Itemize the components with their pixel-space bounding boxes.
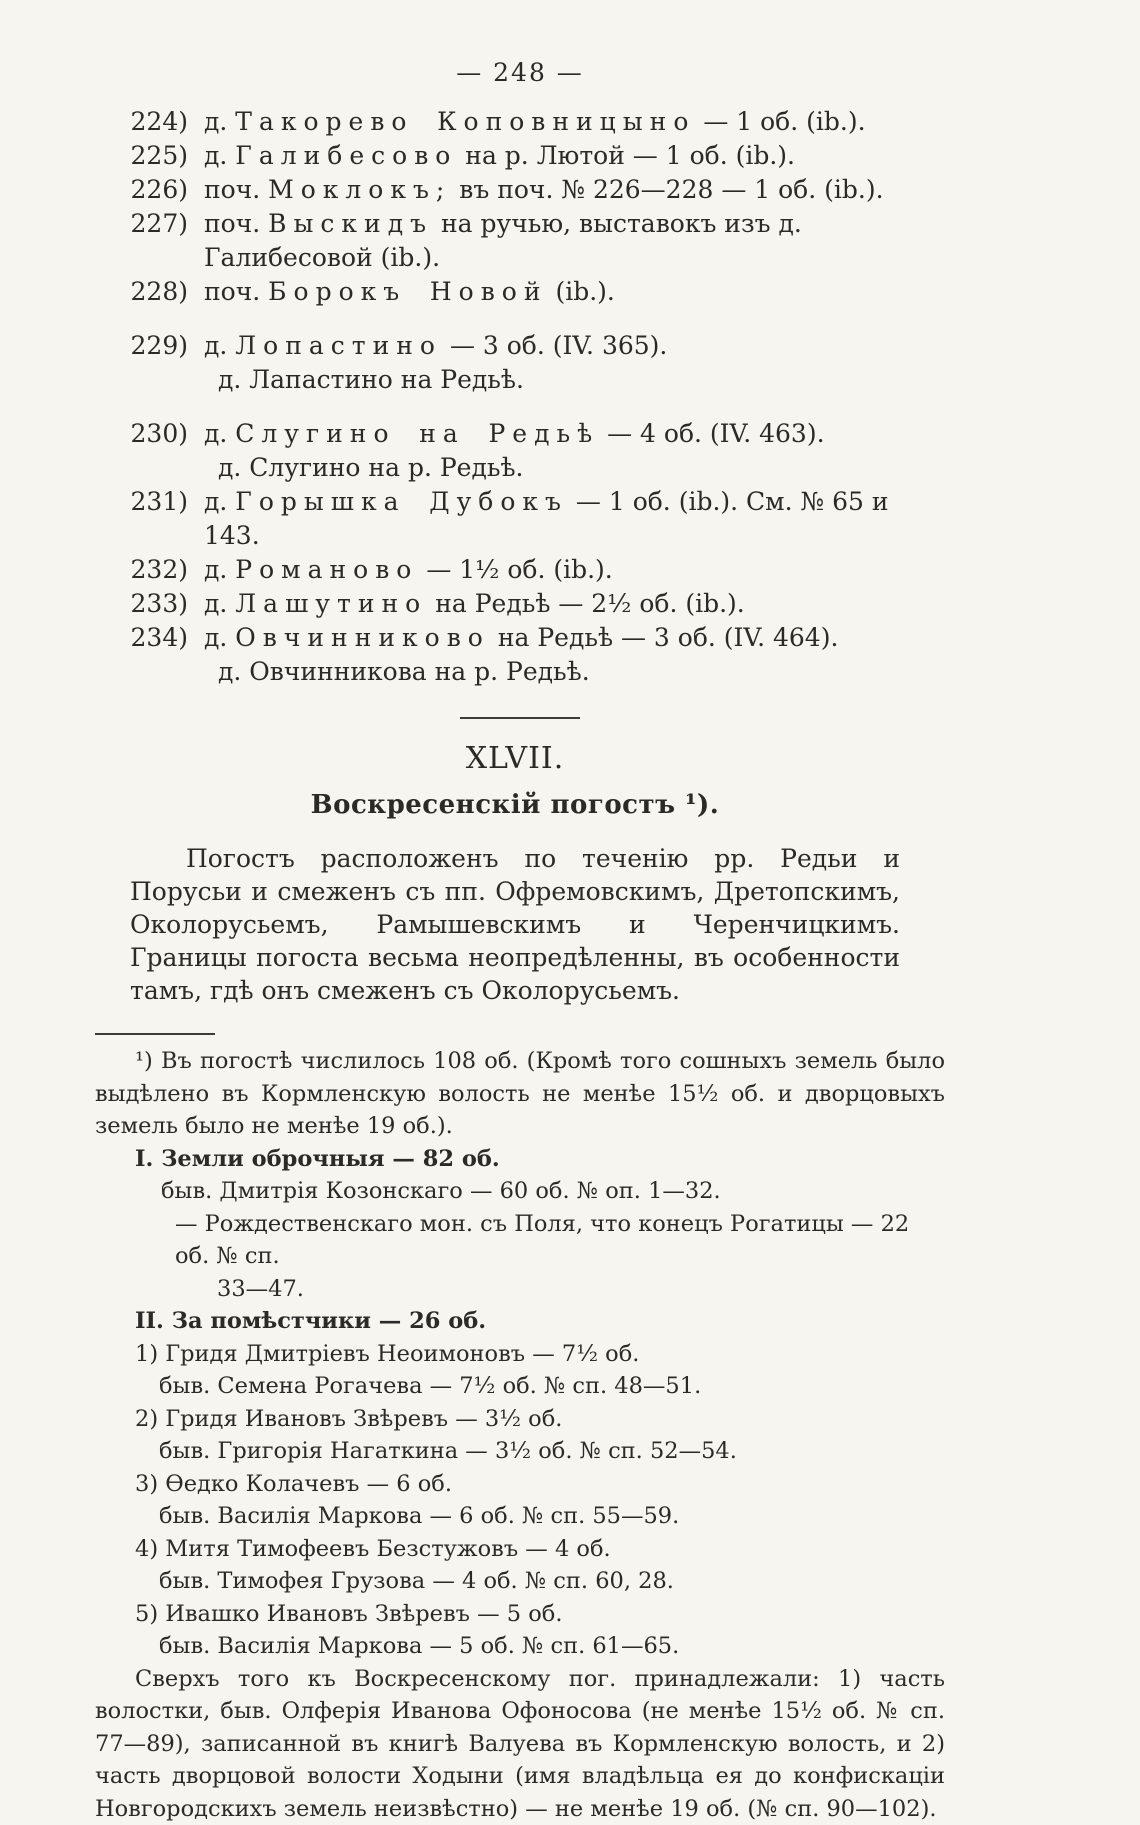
footnote-rule bbox=[95, 1033, 215, 1035]
section-divider bbox=[460, 717, 580, 719]
footnote-line: 33—47. bbox=[217, 1273, 945, 1306]
entry-text: д. Лопастино — 3 об. (IV. 365). bbox=[204, 329, 900, 363]
list-entry bbox=[130, 329, 900, 363]
footnote-owner-subline: быв. Тимофея Грузова — 4 об. № сп. 60, 28. bbox=[159, 1565, 945, 1598]
list-entry bbox=[130, 485, 900, 553]
entry-number: 231) bbox=[130, 485, 188, 553]
footnote-intro: ¹) Въ погостѣ числилось 108 об. (Кромѣ того сошныхъ земель было выдѣлено въ Кормленскую волость не менѣе 15¹⁄₂ об. и дворцовыхъ земель было не менѣе 19 об.). bbox=[95, 1045, 945, 1143]
entry-number: 228) bbox=[130, 275, 188, 309]
footnote-owner-subline: быв. Григорія Нагаткина — 3¹⁄₂ об. № сп. 52—54. bbox=[159, 1435, 945, 1468]
settlement-list bbox=[130, 105, 900, 689]
list-entry bbox=[130, 173, 900, 207]
footnote bbox=[95, 1045, 945, 1825]
entry-number: 224) bbox=[130, 105, 188, 139]
footnote-owner-line: 4) Митя Тимофеевъ Безстужовъ — 4 об. bbox=[135, 1533, 945, 1566]
entry-number: 233) bbox=[130, 587, 188, 621]
footnote-owner-line: 3) Ѳедко Колачевъ — 6 об. bbox=[135, 1468, 945, 1501]
entry-number: 225) bbox=[130, 139, 188, 173]
list-entry bbox=[130, 275, 900, 309]
chapter-title: Воскресенскій погостъ ¹). bbox=[130, 790, 900, 820]
entry-text: д. Слугино на Редьѣ — 4 об. (IV. 463). bbox=[204, 417, 900, 451]
footnote-owner-subline: быв. Семена Рогачева — 7¹⁄₂ об. № сп. 48—51. bbox=[159, 1370, 945, 1403]
entry-number: 232) bbox=[130, 553, 188, 587]
intro-paragraph: Погостъ расположенъ по теченію рр. Редьи и Порусьи и смеженъ съ пп. Офремовскимъ, Дретопскимъ, Околорусьемъ, Рамышевскимъ и Черенчицкимъ. Границы погоста весьма неопредѣленны, въ особенности тамъ, гдѣ онъ смеженъ съ Околорусьемъ. bbox=[130, 842, 900, 1007]
entry-text: д. Романово — 1¹⁄₂ об. (ib.). bbox=[204, 553, 900, 587]
list-entry bbox=[130, 553, 900, 587]
entry-text: поч. Выскидъ на ручью, выставокъ изъ д. Галибесовой (ib.). bbox=[204, 207, 900, 275]
footnote-owner-subline: быв. Василія Маркова — 5 об. № сп. 61—65. bbox=[159, 1630, 945, 1663]
list-entry-variant: д. Овчинникова на р. Редьѣ. bbox=[218, 655, 900, 689]
footnote-line: быв. Дмитрія Козонскаго — 60 об. № оп. 1—32. bbox=[161, 1175, 945, 1208]
footnote-owner-subline: быв. Василія Маркова — 6 об. № сп. 55—59. bbox=[159, 1500, 945, 1533]
list-entry bbox=[130, 105, 900, 139]
entry-text: поч. Борокъ Новой (ib.). bbox=[204, 275, 900, 309]
entry-text: д. Лашутино на Редьѣ — 2¹⁄₂ об. (ib.). bbox=[204, 587, 900, 621]
entry-text: поч. Моклокъ; въ поч. № 226—228 — 1 об. (ib.). bbox=[204, 173, 900, 207]
footnote-section1-heading: I. Земли оброчныя — 82 об. bbox=[135, 1143, 945, 1176]
footnote-owner-line: 5) Ивашко Ивановъ Звѣревъ — 5 об. bbox=[135, 1598, 945, 1631]
list-entry bbox=[130, 139, 900, 173]
chapter-number: XLVII. bbox=[130, 741, 900, 776]
entry-number: 229) bbox=[130, 329, 188, 363]
entry-text: д. Такорево Коповницыно — 1 об. (ib.). bbox=[204, 105, 900, 139]
entry-number: 226) bbox=[130, 173, 188, 207]
list-entry bbox=[130, 207, 900, 275]
footnote-section2-heading: II. За помѣстчики — 26 об. bbox=[135, 1305, 945, 1338]
entry-number: 234) bbox=[130, 621, 188, 655]
entry-number: 227) bbox=[130, 207, 188, 275]
list-entry bbox=[130, 621, 900, 655]
entry-text: д. Овчинниково на Редьѣ — 3 об. (IV. 464). bbox=[204, 621, 900, 655]
list-entry-variant: д. Слугино на р. Редьѣ. bbox=[218, 451, 900, 485]
entry-text: д. Горышка Дубокъ — 1 об. (ib.). См. № 65 и 143. bbox=[204, 485, 900, 553]
footnote-owner-line: 1) Гридя Дмитріевъ Неоимоновъ — 7¹⁄₂ об. bbox=[135, 1338, 945, 1371]
entry-text: д. Галибесово на р. Лютой — 1 об. (ib.). bbox=[204, 139, 900, 173]
entry-number: 230) bbox=[130, 417, 188, 451]
footnote-line: — Рождественскаго мон. съ Поля, что конецъ Рогатицы — 22 об. № сп. bbox=[175, 1208, 945, 1273]
footnote-closing-paragraph: Сверхъ того къ Воскресенскому пог. принадлежали: 1) часть волостки, быв. Олферія Иванова Офоносова (не менѣе 15¹⁄₂ об. № сп. 77—89), записанной въ книгѣ Валуева въ Кормленскую волость, и 2) часть дворцовой волости Ходыни (имя владѣльца ея до конфискаціи Новгородскихъ земель неизвѣстно) — не менѣе 19 об. (№ сп. 90—102). bbox=[95, 1663, 945, 1825]
list-entry-variant: д. Лапастино на Редьѣ. bbox=[218, 363, 900, 397]
list-entry bbox=[130, 417, 900, 451]
page-number: — 248 — bbox=[95, 58, 945, 87]
footnote-owner-line: 2) Гридя Ивановъ Звѣревъ — 3¹⁄₂ об. bbox=[135, 1403, 945, 1436]
list-entry bbox=[130, 587, 900, 621]
